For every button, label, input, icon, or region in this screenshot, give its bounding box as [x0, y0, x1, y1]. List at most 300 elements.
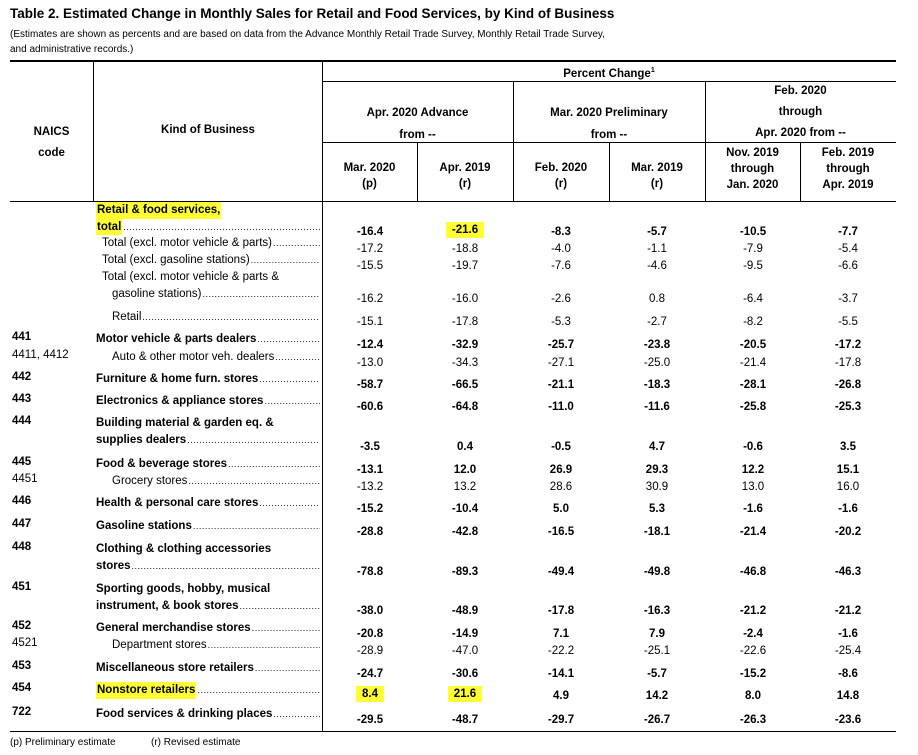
value-cell: [420, 357, 510, 369]
value-text: -27.1: [547, 357, 575, 369]
leader-dots: [255, 660, 320, 677]
value-cell: [612, 628, 702, 640]
leader-dots: [208, 637, 320, 654]
value-cell: [708, 401, 798, 413]
naics-code: 4521: [12, 637, 38, 649]
value-cell: [612, 339, 702, 351]
value-cell: [420, 628, 510, 640]
value-cell: [420, 243, 510, 255]
kind-of-business: [96, 518, 320, 535]
value-cell: [612, 316, 702, 328]
kind-of-business: [96, 415, 320, 448]
col-header-feb2020: Feb. 2020 (r): [534, 162, 588, 190]
value-text: -13.2: [356, 481, 384, 493]
value-text: 12.2: [741, 464, 765, 476]
value-cell: [325, 566, 415, 578]
footnote-preliminary: (p) Preliminary estimate: [10, 737, 116, 748]
value-text: -2.7: [647, 316, 667, 328]
value-cell: [325, 645, 415, 657]
value-cell: [708, 714, 798, 726]
value-cell: [516, 503, 606, 515]
value-cell: [325, 293, 415, 305]
value-cell: [420, 222, 510, 238]
value-cell: [708, 243, 798, 255]
table-top-rule: [10, 60, 896, 62]
value-text: -46.3: [834, 566, 862, 578]
value-cell: [516, 628, 606, 640]
value-text: -10.4: [451, 503, 479, 515]
value-cell: [420, 339, 510, 351]
table-title: Table 2. Estimated Change in Monthly Sales for Retail and Food Services, by Kind of Business: [10, 6, 615, 21]
leader-dots: [228, 456, 320, 473]
value-cell: [420, 293, 510, 305]
value-text: -11.6: [644, 401, 670, 413]
value-text: 0.8: [649, 293, 665, 305]
value-cell: [420, 566, 510, 578]
value-text: -3.7: [838, 293, 858, 305]
value-text: -1.1: [647, 243, 667, 255]
value-text: 5.3: [649, 503, 665, 515]
value-cell: [612, 260, 702, 272]
leader-dots: [259, 371, 320, 388]
value-cell: [325, 605, 415, 617]
leader-dots: [252, 620, 320, 637]
value-cell: [708, 441, 798, 453]
value-text: 14.2: [645, 690, 669, 702]
leader-dots: [273, 235, 320, 252]
kind-of-business: [96, 637, 320, 654]
value-cell: [325, 441, 415, 453]
value-cell: [612, 441, 702, 453]
value-cell: [708, 260, 798, 272]
kind-label-text: Food & beverage stores: [96, 458, 228, 470]
kind-of-business: [96, 581, 320, 614]
kind-label-text: Food services & drinking places: [96, 708, 273, 720]
value-cell: [516, 526, 606, 538]
value-cell: [708, 464, 798, 476]
kind-of-business: [96, 620, 320, 637]
value-cell: [325, 260, 415, 272]
kind-of-business: [96, 269, 320, 302]
value-cell: [420, 526, 510, 538]
naics-header: NAICS code: [33, 126, 70, 159]
value-text: -1.6: [838, 503, 858, 515]
kind-label-text: Retail & food services,: [96, 202, 221, 219]
value-cell: [708, 645, 798, 657]
value-cell: [420, 605, 510, 617]
value-cell: [516, 668, 606, 680]
value-cell: [708, 226, 798, 238]
value-text: -15.2: [356, 503, 384, 515]
kind-label-text: Furniture & home furn. stores: [96, 373, 259, 385]
value-text: 5.0: [553, 503, 569, 515]
leader-dots: [132, 558, 320, 575]
value-cell: [516, 339, 606, 351]
value-cell: [612, 526, 702, 538]
value-text: -46.8: [739, 566, 767, 578]
value-text: 30.9: [645, 481, 669, 493]
leader-dots: [187, 432, 320, 449]
col-header-mar2019: Mar. 2019 (r): [631, 162, 683, 190]
value-text: -16.0: [451, 293, 479, 305]
value-cell: [420, 401, 510, 413]
value-text: -15.2: [739, 668, 767, 680]
leader-dots: [203, 286, 321, 303]
value-text: -21.1: [547, 379, 575, 391]
kind-of-business: [96, 660, 320, 677]
value-cell: [708, 526, 798, 538]
value-cell: [516, 226, 606, 238]
value-cell: [612, 714, 702, 726]
kind-label-text: Health & personal care stores: [96, 497, 259, 509]
kind-label-text: Sporting goods, hobby, musical: [96, 583, 271, 595]
value-cell: [612, 668, 702, 680]
value-text: -5.4: [838, 243, 858, 255]
value-text: -7.7: [838, 226, 858, 238]
value-cell: [516, 690, 606, 702]
value-text: -34.3: [451, 357, 479, 369]
value-text: -6.6: [838, 260, 858, 272]
value-text: -64.8: [451, 401, 479, 413]
value-cell: [325, 464, 415, 476]
value-text: -28.1: [739, 379, 767, 391]
value-text: 28.6: [549, 481, 573, 493]
kind-of-business: [96, 541, 320, 574]
value-text: -17.8: [451, 316, 479, 328]
leader-dots: [240, 598, 321, 615]
value-text: 8.4: [356, 686, 384, 702]
kind-header: Kind of Business: [161, 124, 255, 136]
value-cell: [420, 441, 510, 453]
value-text: -19.7: [451, 260, 479, 272]
naics-code: 452: [12, 620, 32, 632]
value-text: -7.9: [743, 243, 763, 255]
leader-dots: [142, 309, 320, 326]
col-header-nov-jan: Nov. 2019 through Jan. 2020: [726, 147, 779, 191]
naics-code: 446: [12, 495, 32, 507]
value-cell: [325, 226, 415, 238]
value-text: -21.4: [739, 357, 767, 369]
value-text: -20.5: [739, 339, 767, 351]
value-cell: [803, 464, 893, 476]
leader-dots: [197, 682, 320, 699]
value-text: 3.5: [840, 441, 856, 453]
value-cell: [420, 316, 510, 328]
value-text: 14.8: [836, 690, 860, 702]
value-text: -10.5: [739, 226, 767, 238]
value-text: -25.8: [739, 401, 767, 413]
value-text: -24.7: [356, 668, 384, 680]
value-text: -14.9: [451, 628, 479, 640]
value-cell: [325, 339, 415, 351]
naics-code: 444: [12, 415, 32, 427]
value-text: -11.0: [548, 401, 574, 413]
value-text: -8.2: [743, 316, 763, 328]
kind-label-text: Gasoline stations: [96, 520, 192, 532]
value-text: -13.0: [356, 357, 384, 369]
value-text: -1.6: [838, 628, 858, 640]
value-text: -26.3: [739, 714, 767, 726]
value-cell: [516, 243, 606, 255]
value-cell: [612, 690, 702, 702]
leader-dots: [193, 518, 320, 535]
value-text: -4.6: [647, 260, 667, 272]
value-text: -20.2: [834, 526, 862, 538]
kind-of-business: [96, 456, 320, 473]
naics-code: 451: [12, 581, 32, 593]
value-text: -38.0: [356, 605, 384, 617]
value-text: -58.7: [356, 379, 384, 391]
value-text: 15.1: [836, 464, 860, 476]
value-text: 0.4: [457, 441, 473, 453]
kind-label-text: Miscellaneous store retailers: [96, 662, 254, 674]
naics-code: 4411, 4412: [12, 349, 69, 361]
value-text: -1.6: [743, 503, 763, 515]
value-cell: [803, 503, 893, 515]
leader-dots: [188, 473, 320, 490]
value-cell: [708, 628, 798, 640]
naics-code: 441: [12, 331, 32, 343]
kind-of-business: [96, 252, 320, 269]
value-text: 13.2: [453, 481, 477, 493]
value-text: -30.6: [451, 668, 479, 680]
table-bottom-rule: [10, 731, 896, 732]
value-cell: [612, 645, 702, 657]
value-cell: [803, 566, 893, 578]
value-cell: [803, 243, 893, 255]
leader-dots: [259, 495, 320, 512]
value-cell: [708, 357, 798, 369]
kind-label-text: Building material & garden eq. &: [96, 417, 274, 429]
percent-change-header: Percent Change$^1$: [563, 67, 655, 80]
value-text: 21.6: [448, 686, 482, 702]
naics-code: 454: [12, 682, 32, 694]
value-cell: [325, 714, 415, 726]
value-cell: [325, 379, 415, 391]
value-text: -18.3: [643, 379, 671, 391]
value-text: -29.7: [547, 714, 575, 726]
value-cell: [803, 645, 893, 657]
value-text: -2.6: [551, 293, 571, 305]
value-cell: [708, 379, 798, 391]
col-header-apr2019: Apr. 2019 (r): [439, 162, 491, 190]
kind-of-business: [96, 202, 320, 235]
value-cell: [708, 668, 798, 680]
value-cell: [803, 401, 893, 413]
value-cell: [612, 605, 702, 617]
value-text: -26.8: [834, 379, 862, 391]
naics-code: 453: [12, 660, 32, 672]
value-cell: [612, 481, 702, 493]
kind-of-business: [96, 682, 320, 699]
value-text: -89.3: [451, 566, 479, 578]
leader-dots: [275, 349, 320, 366]
table-note-line1: (Estimates are shown as percents and are based on data from the Advance Monthly Retail Trade Survey, Monthly Retail Trade Survey,: [10, 29, 605, 40]
col-header-mar2020: Mar. 2020 (p): [343, 162, 396, 190]
value-text: -6.4: [743, 293, 763, 305]
value-text: -15.5: [356, 260, 384, 272]
value-text: -16.3: [643, 605, 671, 617]
value-cell: [803, 690, 893, 702]
kind-label-text: total: [96, 219, 122, 236]
value-cell: [325, 316, 415, 328]
value-text: -5.3: [551, 316, 571, 328]
naics-code: 4451: [12, 473, 38, 485]
value-text: -42.8: [451, 526, 479, 538]
value-cell: [803, 441, 893, 453]
value-cell: [420, 260, 510, 272]
value-text: 12.0: [453, 464, 477, 476]
col-header-feb-apr2019: Feb. 2019 through Apr. 2019: [821, 147, 875, 191]
value-cell: [708, 293, 798, 305]
kind-label-text: Nonstore retailers: [96, 682, 196, 699]
value-text: -25.4: [834, 645, 862, 657]
value-cell: [325, 401, 415, 413]
value-text: -25.3: [834, 401, 862, 413]
naics-code: 447: [12, 518, 32, 530]
value-text: -32.9: [451, 339, 479, 351]
value-cell: [803, 260, 893, 272]
table-note-line2: and administrative records.): [10, 44, 134, 55]
naics-code: 443: [12, 393, 32, 405]
value-text: -25.1: [643, 645, 671, 657]
value-cell: [708, 690, 798, 702]
value-cell: [420, 645, 510, 657]
value-cell: [803, 293, 893, 305]
value-cell: [516, 260, 606, 272]
value-text: -17.8: [547, 605, 575, 617]
value-cell: [420, 379, 510, 391]
value-text: -26.7: [643, 714, 671, 726]
value-text: 16.0: [836, 481, 860, 493]
kind-label-text: supplies dealers: [96, 433, 187, 446]
value-text: 26.9: [549, 464, 573, 476]
value-cell: [420, 686, 510, 702]
value-text: -5.5: [838, 316, 858, 328]
value-text: -25.7: [547, 339, 575, 351]
value-cell: [516, 566, 606, 578]
leader-dots: [257, 331, 320, 348]
kind-label-text: Grocery stores: [112, 475, 188, 487]
value-text: -60.6: [356, 401, 384, 413]
value-cell: [420, 714, 510, 726]
value-text: 7.9: [649, 628, 665, 640]
kind-label-text: General merchandise stores: [96, 622, 251, 634]
value-text: -3.5: [360, 441, 380, 453]
value-cell: [612, 293, 702, 305]
value-text: -17.2: [834, 339, 862, 351]
value-cell: [325, 357, 415, 369]
value-text: 13.0: [741, 481, 765, 493]
kind-of-business: [96, 371, 320, 388]
value-cell: [325, 503, 415, 515]
value-cell: [803, 628, 893, 640]
leader-dots: [251, 252, 320, 269]
kind-label-text: Clothing & clothing accessories: [96, 543, 272, 555]
kind-label-text: stores: [96, 559, 131, 572]
value-text: -16.2: [356, 293, 384, 305]
value-text: -16.5: [547, 526, 575, 538]
value-cell: [612, 464, 702, 476]
value-cell: [516, 357, 606, 369]
value-cell: [803, 605, 893, 617]
kind-label-text: gasoline stations): [112, 287, 202, 300]
value-text: -66.5: [451, 379, 479, 391]
value-cell: [803, 226, 893, 238]
kind-of-business: [96, 393, 320, 410]
value-cell: [516, 379, 606, 391]
naics-code: 722: [12, 706, 32, 718]
value-text: -16.4: [356, 226, 384, 238]
leader-dots: [273, 706, 320, 723]
value-text: -12.4: [356, 339, 384, 351]
kind-label-text: Motor vehicle & parts dealers: [96, 333, 257, 345]
value-text: -22.2: [547, 645, 575, 657]
value-text: -15.1: [356, 316, 384, 328]
value-text: -49.8: [643, 566, 671, 578]
value-cell: [708, 481, 798, 493]
kind-label-text: Retail: [112, 311, 142, 323]
value-text: -23.6: [834, 714, 862, 726]
value-text: -7.6: [551, 260, 571, 272]
value-text: -22.6: [739, 645, 767, 657]
group-header-advance: Apr. 2020 Advance from --: [366, 107, 469, 141]
value-cell: [325, 686, 415, 702]
value-text: 4.7: [649, 441, 665, 453]
kind-of-business: [96, 331, 320, 348]
value-text: -0.6: [743, 441, 763, 453]
value-cell: [516, 316, 606, 328]
kind-label-text: Auto & other motor veh. dealers: [112, 351, 275, 363]
kind-label-text: Total (excl. motor vehicle & parts &: [102, 271, 280, 283]
value-text: 7.1: [553, 628, 569, 640]
value-cell: [708, 339, 798, 351]
leader-dots: [264, 393, 320, 410]
value-text: 29.3: [645, 464, 669, 476]
naics-code: 448: [12, 541, 32, 553]
kind-of-business: [96, 235, 320, 252]
value-cell: [420, 464, 510, 476]
value-text: -49.4: [547, 566, 575, 578]
kind-of-business: [96, 495, 320, 512]
value-cell: [516, 293, 606, 305]
value-cell: [516, 605, 606, 617]
value-cell: [708, 605, 798, 617]
value-text: -28.9: [356, 645, 384, 657]
value-text: -13.1: [356, 464, 384, 476]
kind-label-text: Department stores: [112, 639, 207, 651]
value-text: -25.0: [643, 357, 671, 369]
value-text: -48.9: [451, 605, 479, 617]
value-cell: [708, 503, 798, 515]
value-cell: [612, 357, 702, 369]
kind-label-text: instrument, & book stores: [96, 599, 239, 612]
value-text: -21.6: [446, 222, 484, 238]
value-cell: [803, 481, 893, 493]
kind-label-text: Total (excl. gasoline stations): [102, 254, 250, 266]
value-text: 4.9: [553, 690, 569, 702]
kind-of-business: [96, 473, 320, 490]
value-text: -21.2: [739, 605, 767, 617]
value-cell: [612, 243, 702, 255]
value-cell: [612, 503, 702, 515]
value-cell: [420, 668, 510, 680]
value-cell: [516, 481, 606, 493]
value-text: -0.5: [551, 441, 571, 453]
value-cell: [516, 441, 606, 453]
value-cell: [325, 526, 415, 538]
value-cell: [612, 379, 702, 391]
